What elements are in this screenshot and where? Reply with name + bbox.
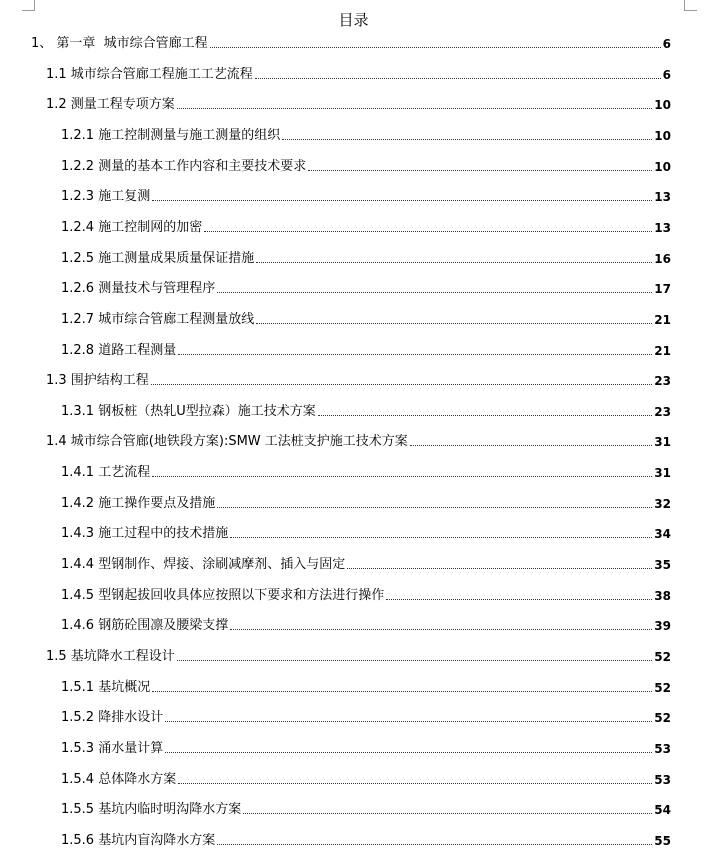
toc-entry-title: 1、 第一章 城市综合管廊工程	[31, 36, 208, 51]
toc-entry-title: 1.4.1 工艺流程	[61, 465, 151, 481]
toc-entry[interactable]	[61, 522, 671, 542]
toc-entry-page: 52	[654, 650, 671, 664]
toc-entry-title: 1.5.1 基坑概况	[61, 679, 151, 695]
toc-entry-page: 55	[654, 833, 671, 848]
toc-entry-page: 52	[654, 680, 671, 695]
toc-entry[interactable]	[61, 124, 671, 144]
toc-entry[interactable]	[61, 553, 671, 573]
toc-entry[interactable]	[46, 430, 671, 450]
toc-leader-dots	[308, 170, 652, 171]
toc-leader-dots	[217, 507, 652, 508]
toc-entry[interactable]	[61, 584, 671, 604]
toc-entry[interactable]	[61, 829, 671, 849]
toc-entry-page: 10	[654, 159, 671, 174]
toc-entry-page: 23	[654, 404, 671, 419]
toc-entry-title: 1.2.7 城市综合管廊工程测量放线	[61, 311, 255, 327]
toc-entry[interactable]	[61, 400, 671, 420]
toc-leader-dots	[318, 415, 653, 416]
toc-entry[interactable]	[61, 798, 671, 818]
toc-entry-title: 1.5.2 降排水设计	[61, 710, 164, 726]
toc-entry-title: 1.2 测量工程专项方案	[46, 97, 175, 113]
toc-entry-title: 1.2.4 施工控制网的加密	[61, 219, 203, 235]
toc-entry-title: 1.3 围护结构工程	[46, 373, 149, 389]
toc-leader-dots	[177, 108, 652, 109]
toc-entry-page: 23	[654, 374, 671, 389]
toc-leader-dots	[165, 752, 652, 753]
toc-title: 目录	[338, 11, 369, 29]
toc-entry-page: 17	[654, 282, 671, 297]
toc-entry-title: 1.2.2 测量的基本工作内容和主要技术要求	[61, 158, 307, 174]
toc-leader-dots	[230, 629, 652, 630]
toc-leader-dots	[165, 721, 652, 722]
toc-entry-title: 1.4.2 施工操作要点及措施	[61, 495, 216, 511]
toc-leader-dots	[386, 599, 652, 600]
toc-entry-title: 1.5.4 总体降水方案	[61, 771, 177, 787]
toc-leader-dots	[152, 691, 652, 692]
toc-entry-title: 1.2.5 施工测量成果质量保证措施	[61, 250, 255, 266]
toc-entry[interactable]	[31, 32, 671, 52]
toc-entry-page: 31	[654, 466, 671, 481]
toc-entry-page: 54	[654, 803, 671, 818]
toc-entry[interactable]	[61, 706, 671, 726]
toc-entry-page: 34	[654, 527, 671, 542]
toc-entry-page: 6	[662, 67, 671, 82]
toc-entry-page: 35	[654, 558, 671, 572]
toc-entry-page: 10	[654, 98, 671, 113]
toc-leader-dots	[256, 323, 652, 324]
toc-entry-title: 1.1 城市综合管廊工程施工工艺流程	[46, 66, 253, 82]
toc-leader-dots	[151, 384, 652, 385]
toc-entry[interactable]	[61, 676, 671, 696]
toc-entry[interactable]	[61, 308, 671, 328]
toc-leader-dots	[152, 476, 652, 477]
toc-entry-page: 39	[654, 619, 671, 634]
toc-entry-page: 32	[654, 496, 671, 511]
toc-entry[interactable]	[61, 216, 671, 236]
toc-leader-dots	[282, 139, 652, 140]
toc-leader-dots	[243, 813, 652, 814]
toc-leader-dots	[152, 200, 652, 201]
toc-entry[interactable]	[61, 492, 671, 512]
toc-leader-dots	[217, 844, 652, 845]
toc-leader-dots	[256, 262, 652, 263]
toc-entry-page: 13	[654, 190, 671, 205]
toc-entry[interactable]	[61, 768, 671, 788]
toc-entry-page: 10	[654, 128, 671, 143]
toc-entry[interactable]	[46, 645, 671, 665]
toc-leader-dots	[178, 783, 652, 784]
toc-entry-page: 21	[654, 312, 671, 327]
toc-leader-dots	[210, 47, 661, 48]
toc-entry-page: 38	[654, 588, 671, 603]
toc-entry-title: 1.5.3 涌水量计算	[61, 740, 164, 756]
toc-entry-page: 13	[654, 220, 671, 235]
toc-entry[interactable]	[61, 614, 671, 634]
toc-leader-dots	[347, 568, 652, 569]
toc-entry-title: 1.2.6 测量技术与管理程序	[61, 281, 216, 297]
toc-entry-title: 1.2.8 道路工程测量	[61, 342, 177, 358]
toc-entry[interactable]	[61, 339, 671, 359]
toc-entry-title: 1.4.3 施工过程中的技术措施	[61, 526, 229, 542]
toc-entry-title: 1.4.6 钢筋砼围凛及腰梁支撑	[61, 618, 229, 634]
toc-entry[interactable]	[61, 461, 671, 481]
toc-entry-title: 1.5.5 基坑内临时明沟降水方案	[61, 802, 242, 818]
toc-entry-title: 1.3.1 钢板桩（热轧U型拉森）施工技术方案	[61, 403, 316, 419]
toc-entry-page: 6	[662, 37, 671, 51]
toc-entry-page: 31	[654, 435, 671, 450]
toc-entry[interactable]	[61, 247, 671, 267]
toc-leader-dots	[178, 354, 652, 355]
toc-entry-page: 16	[654, 251, 671, 266]
toc-entry-page: 52	[654, 711, 671, 726]
toc-entry-title: 1.4.4 型钢制作、焊接、涂刷减摩剂、插入与固定	[61, 557, 346, 572]
toc-entry-title: 1.4.5 型钢起拔回收具体应按照以下要求和方法进行操作	[61, 587, 385, 603]
toc-entry-page: 53	[654, 741, 671, 756]
toc-entry-title: 1.4 城市综合管廊(地铁段方案):SMW 工法桩支护施工技术方案	[46, 434, 408, 450]
toc-entry[interactable]	[46, 63, 671, 83]
toc-leader-dots	[177, 660, 652, 661]
toc-leader-dots	[255, 78, 661, 79]
toc-entry-page: 21	[654, 343, 671, 358]
toc-entry-page: 53	[654, 772, 671, 787]
toc-entry[interactable]	[46, 93, 671, 113]
toc-leader-dots	[217, 292, 652, 293]
toc-leader-dots	[230, 537, 652, 538]
toc-entry-title: 1.5 基坑降水工程设计	[46, 649, 175, 664]
toc-entry[interactable]	[61, 155, 671, 175]
toc-entry-title: 1.5.6 基坑内盲沟降水方案	[61, 832, 216, 848]
toc-leader-dots	[204, 231, 652, 232]
toc-leader-dots	[410, 445, 653, 446]
toc-entry[interactable]	[46, 369, 671, 389]
toc-entry[interactable]	[61, 737, 671, 757]
toc-entry-title: 1.2.3 施工复测	[61, 189, 151, 205]
toc-entry-title: 1.2.1 施工控制测量与施工测量的组织	[61, 127, 281, 143]
toc-entry[interactable]	[61, 277, 671, 297]
toc-entry[interactable]	[61, 185, 671, 205]
